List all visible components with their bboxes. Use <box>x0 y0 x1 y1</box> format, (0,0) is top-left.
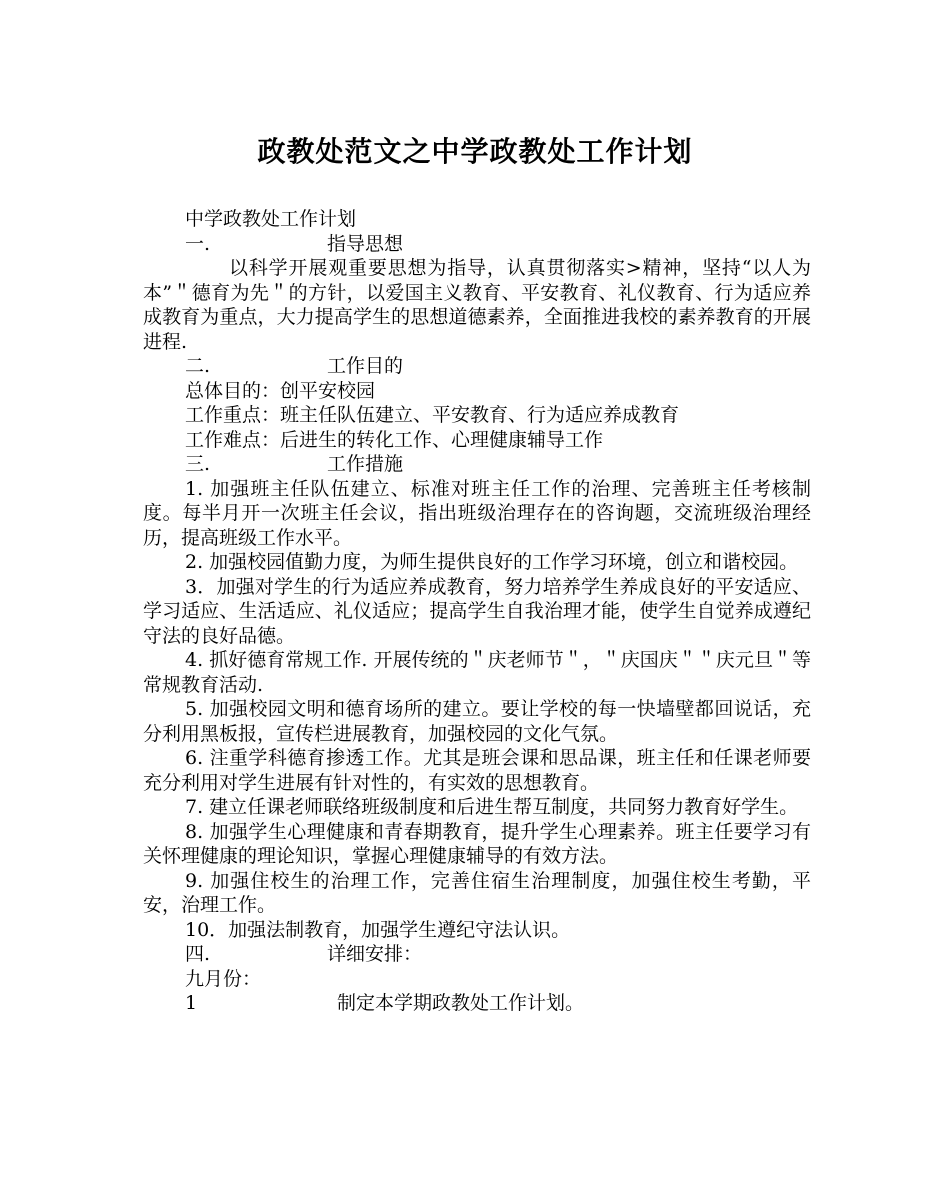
measure-item: 8. 加强学生心理健康和青春期教育，提升学生心理素养。班主任要学习有关怀理健康的理论知识，掌握心理健康辅导的有效方法。 <box>143 820 811 867</box>
doc-heading: 中学政教处工作计划 <box>185 208 357 230</box>
section-label: 工作目的 <box>327 355 404 377</box>
goal-overall: 总体目的：创平安校园 <box>185 379 376 402</box>
section-number: 三. <box>185 453 211 475</box>
section-number: 二. <box>185 355 211 377</box>
section-heading-4 <box>143 942 811 967</box>
section-heading-2 <box>143 354 811 379</box>
section-heading-3 <box>143 452 811 477</box>
month-heading: 九月份： <box>185 967 262 990</box>
paragraph-guiding: 以科学开展观重要思想为指导，认真贯彻落实>精神，坚持“以人为本”＂德育为先＂的方针，以爱国主义教育、平安教育、礼仪教育、行为适应养成教育为重点，大力提高学生的思想道德素养，全面推进我校的素养教育的开展进程. <box>143 257 811 353</box>
measure-item: 2. 加强校园值勤力度，为师生提供良好的工作学习环境，创立和谐校园。 <box>185 551 799 573</box>
measure-item: 6. 注重学科德育掺透工作。尤其是班会课和思品课，班主任和任课老师要充分利用对学生进展有针对性的，有实效的思想教育。 <box>143 747 811 794</box>
goal-focus: 工作重点：班主任队伍建立、平安教育、行为适应养成教育 <box>185 404 680 426</box>
measure-item: 4. 抓好德育常规工作. 开展传统的＂庆老师节＂，＂庆国庆＂＂庆元旦＂等常规教育活动. <box>143 649 811 696</box>
measure-item: 5. 加强校园文明和德育场所的建立。要让学校的每一快墙壁都回说话，充分利用黑板报，宣传栏进展教育，加强校园的文化气氛。 <box>143 698 811 745</box>
section-label: 指导思想 <box>327 232 404 255</box>
section-number: 一. <box>185 232 211 255</box>
schedule-item <box>143 991 811 1016</box>
measure-item: 7. 建立任课老师联络班级制度和后进生帮互制度，共同努力教育好学生。 <box>185 796 799 818</box>
document-body <box>143 207 811 1016</box>
section-label: 详细安排： <box>327 943 423 965</box>
schedule-text: 制定本学期政教处工作计划。 <box>337 992 585 1014</box>
measure-item: 3．加强对学生的行为适应养成教育，努力培养学生养成良好的平安适应、学习适应、生活适应、礼仪适应；提高学生自我治理才能，使学生自觉养成遵纪守法的良好品德。 <box>143 575 811 647</box>
section-label: 工作措施 <box>327 453 404 475</box>
measure-item: 9. 加强住校生的治理工作，完善住宿生治理制度，加强住校生考勤，平安，治理工作。 <box>143 869 811 916</box>
section-heading-1 <box>143 232 811 257</box>
section-number: 四. <box>185 943 211 965</box>
goal-difficulty: 工作难点：后进生的转化工作、心理健康辅导工作 <box>185 428 604 451</box>
page-title: 政教处范文之中学政教处工作计划 <box>257 135 693 168</box>
schedule-number: 1 <box>185 992 198 1014</box>
measure-item: 10．加强法制教育，加强学生遵纪守法认识。 <box>185 918 571 941</box>
measure-item: 1. 加强班主任队伍建立、标准对班主任工作的治理、完善班主任考核制度。每半月开一次班主任会议，指出班级治理存在的咨询题，交流班级治理经历，提高班级工作水平。 <box>143 477 811 549</box>
